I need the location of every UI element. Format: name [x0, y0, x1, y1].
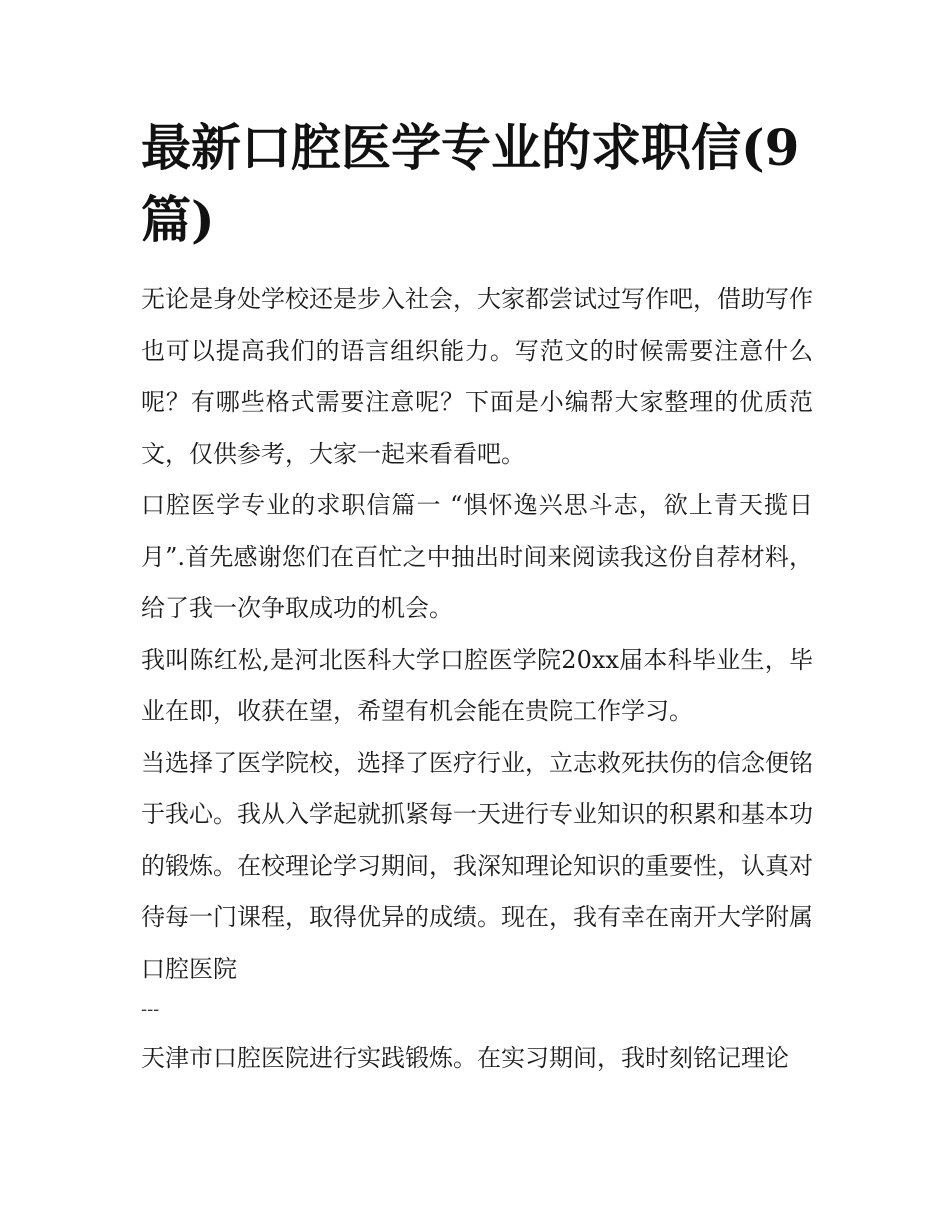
document-body	[141, 274, 813, 1085]
paragraph-letter-opening: 口腔医学专业的求职信篇一 “惧怀逸兴思斗志，欲上青天揽日月”.首先感谢您们在百忙之中抽出时间来阅读我这份自荐材料，给了我一次争取成功的机会。	[141, 491, 813, 622]
page-break-marker: ---	[141, 999, 160, 1020]
paragraph-intro: 无论是身处学校还是步入社会，大家都尝试过写作吧，借助写作也可以提高我们的语言组织能力。写范文的时候需要注意什么呢？有哪些格式需要注意呢？下面是小编帮大家整理的优质范文，仅供参考，大家一起来看看吧。	[141, 285, 813, 468]
document-title: 最新口腔医学专业的求职信(9篇)	[141, 118, 800, 249]
paragraph-self-introduction: 我叫陈红松,是河北医科大学口腔医学院20xx届本科毕业生，毕业在即，收获在望，希望有机会能在贵院工作学习。	[141, 645, 813, 725]
paragraph-continuation: 天津市口腔医院进行实践锻炼。在实习期间，我时刻铭记理论	[141, 1044, 789, 1072]
paragraph-study-experience: 当选择了医学院校，选择了医疗行业，立志救死扶伤的信念便铭于我心。我从入学起就抓紧每一天进行专业知识的积累和基本功的锻炼。在校理论学习期间，我深知理论知识的重要性，认真对待每一门课程，取得优异的成绩。现在，我有幸在南开大学附属口腔医院	[141, 748, 813, 983]
document-page	[141, 112, 813, 1085]
